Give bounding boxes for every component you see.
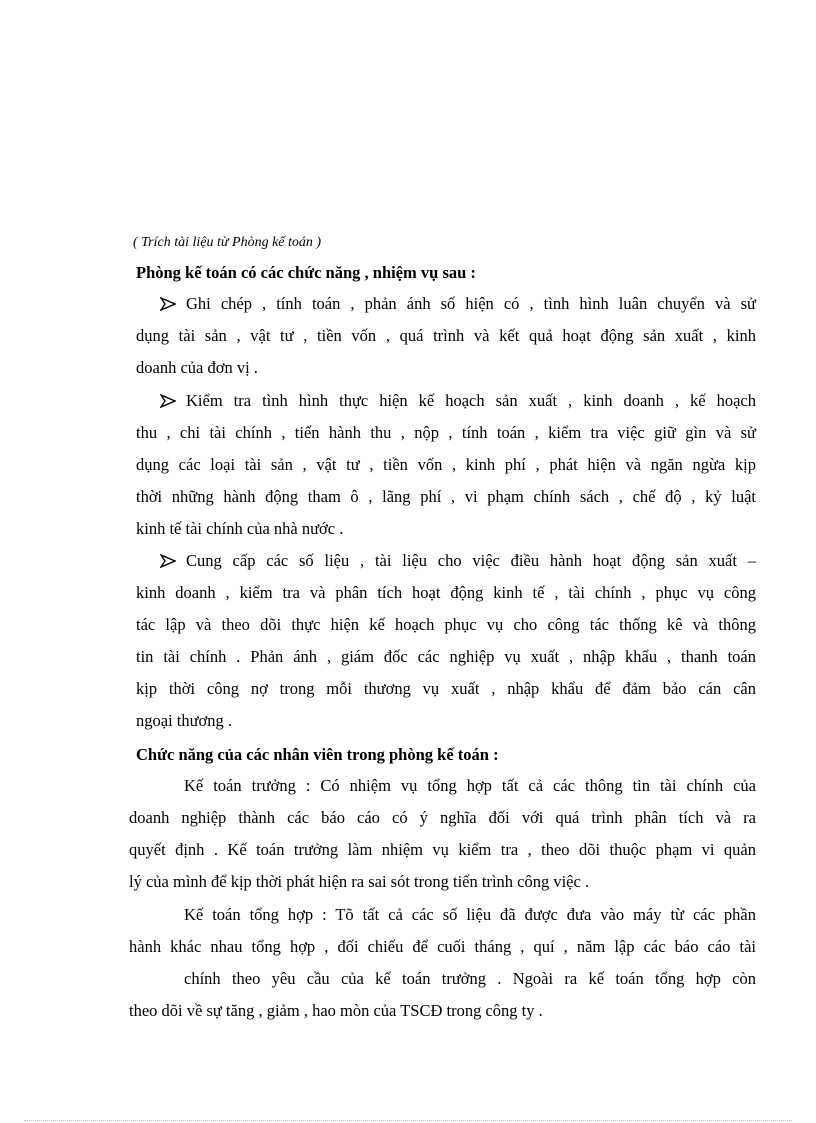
- bullet-line: dụng tài sản , vật tư , tiền vốn , quá trình và kết quả hoạt động sản xuất , kinh: [136, 326, 756, 345]
- paragraph-chief-accountant: [129, 770, 756, 898]
- bullet-line: kịp thời công nợ trong mỗi thương vụ xuất , nhập khẩu để đảm bảo cán cân: [136, 679, 756, 698]
- paragraph-line: hành khác nhau tổng hợp , đối chiếu để cuối tháng , quí , năm lập các báo cáo tài: [129, 937, 756, 956]
- bullet-line: kinh tế tài chính của nhà nước .: [136, 519, 344, 538]
- footer-dotted-rule: [24, 1120, 792, 1121]
- bullet-line: kinh doanh , kiểm tra và phân tích hoạt động kinh tế , tài chính , phục vụ công: [136, 583, 756, 602]
- bullet-line: thời những hành động tham ô , lãng phí , vi phạm chính sách , chế độ , kỷ luật: [136, 487, 756, 506]
- section-heading-functions: Phòng kế toán có các chức năng , nhiệm vụ sau :: [136, 263, 476, 282]
- paragraph-line: lý của mình để kịp thời phát hiện ra sai sót trong tiến trình công việc .: [129, 872, 590, 891]
- arrowhead-bullet-icon: [160, 385, 186, 417]
- section-heading-staff: Chức năng của các nhân viên trong phòng kế toán :: [136, 745, 499, 764]
- bullet-line: ngoại thương .: [136, 711, 233, 730]
- source-caption: ( Trích tài liệu từ Phòng kế toán ): [133, 235, 322, 250]
- bullet-item-1: [136, 288, 756, 384]
- bullet-line: dụng các loại tài sản , vật tư , tiền vốn , kinh phí , phát hiện và ngăn ngừa kịp: [136, 455, 756, 474]
- paragraph-line: doanh nghiệp thành các báo cáo có ý nghĩa đối với quá trình phân tích và ra: [129, 808, 756, 827]
- bullet-line: doanh của đơn vị .: [136, 358, 258, 377]
- bullet-line: Kiểm tra tình hình thực hiện kế hoạch sản xuất , kinh doanh , kế hoạch: [136, 385, 756, 417]
- bullet-line: thu , chi tài chính , tiến hành thu , nộp , tính toán , kiểm tra việc giữ gìn và sử: [136, 423, 756, 442]
- bullet-line: tác lập và theo dõi thực hiện kế hoạch phục vụ cho công tác thống kê và thông: [136, 615, 756, 634]
- bullet-line: tin tài chính . Phản ánh , giám đốc các nghiệp vụ xuất , nhập khẩu , thanh toán: [136, 647, 756, 666]
- paragraph-line: chính theo yêu cầu của kế toán trưởng . Ngoài ra kế toán tổng hợp còn: [184, 969, 756, 988]
- arrowhead-bullet-icon: [160, 545, 186, 577]
- bullet-item-3: [136, 545, 756, 737]
- bullet-line: Cung cấp các số liệu , tài liệu cho việc điều hành hoạt động sản xuất –: [136, 545, 756, 577]
- paragraph-general-accountant: [129, 899, 756, 1027]
- paragraph-line: Kế toán tổng hợp : Tõ tất cả các số liệu đã được đưa vào máy từ các phần: [184, 905, 756, 924]
- bullet-line: Ghi chép , tính toán , phản ánh số hiện có , tình hình luân chuyển và sử: [136, 288, 756, 320]
- arrowhead-bullet-icon: [160, 288, 186, 320]
- paragraph-line: theo dõi về sự tăng , giảm , hao mòn của TSCĐ trong công ty .: [129, 1001, 543, 1020]
- paragraph-line: Kế toán trưởng : Có nhiệm vụ tổng hợp tất cả các thông tin tài chính của: [184, 776, 756, 795]
- paragraph-line: quyết định . Kế toán trưởng làm nhiệm vụ kiểm tra , theo dõi thuộc phạm vi quản: [129, 840, 756, 859]
- bullet-item-2: [136, 385, 756, 545]
